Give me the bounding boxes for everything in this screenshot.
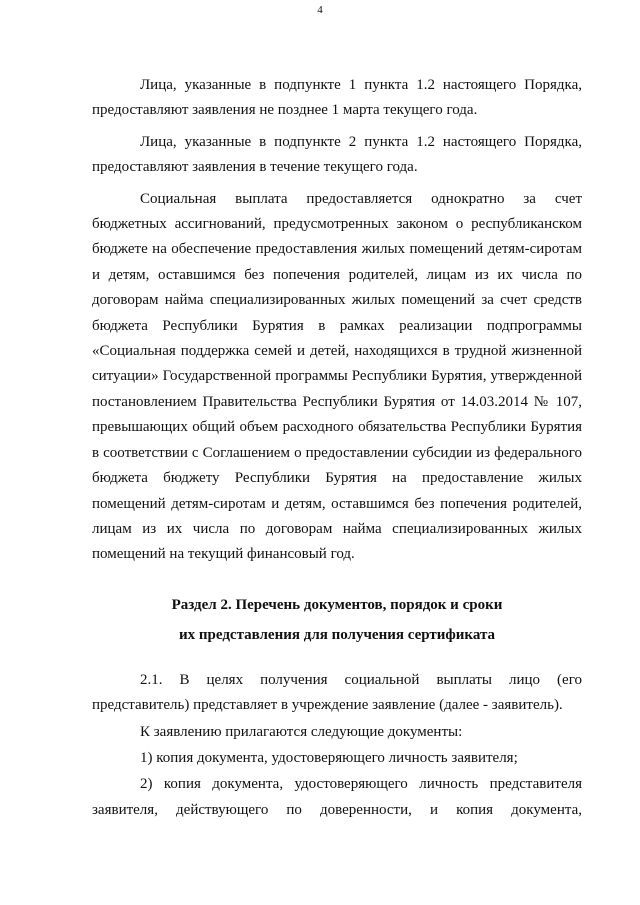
page-number: 4 bbox=[317, 4, 323, 16]
list-item-2-representative-copy: 2) копия документа, удостоверяющего личность представителя заявителя, действующего по доверенности, и копия документа, bbox=[92, 776, 582, 818]
section-heading-line-1: Раздел 2. Перечень документов, порядок и сроки bbox=[171, 596, 503, 613]
paragraph-social-payment-funding: Социальная выплата предоставляется однократно за счет бюджетных ассигнований, предусмотренных законом о республиканском бюджете на обеспечение предоставления жилых помещений детям-сиротам и детям, оставшимся без попечения родителей, лицам из их числа по договорам найма специализированных жилых помещений за счет средств бюджета Республики Бурятия в рамках реализации подпрограммы «Социальная поддержка семей и детей, находящихся в трудной жизненной ситуации» Государственной программы Республики Бурятия, утвержденной постановлением Правительства Республики Бурятия от 14.03.2014 № 107, превышающих общий объем расходного обязательства Республики Бурятия в соответствии с Соглашением о предоставлении субсидии из федерального бюджета бюджету Республики Бурятия на предоставление жилых помещений детям-сиротам и детям, оставшимся без попечения родителей, лицам из их числа по договорам найма специализированных жилых помещений на текущий финансовый год. bbox=[92, 190, 582, 563]
paragraph-documents-intro: К заявлению прилагаются следующие документы: bbox=[140, 723, 463, 740]
paragraph-2-1-application: 2.1. В целях получения социальной выплаты лицо (его представитель) представляет в учреждение заявление (далее - заявитель). bbox=[92, 671, 582, 714]
document-body bbox=[92, 73, 582, 824]
section-heading bbox=[92, 590, 582, 650]
section-heading-line-2: их представления для получения сертификата bbox=[178, 626, 495, 643]
paragraph-deadline-subpoint-2: Лица, указанные в подпункте 2 пункта 1.2 настоящего Порядка, предоставляют заявления в течение текущего года. bbox=[92, 133, 582, 176]
paragraph-deadline-subpoint-1: Лица, указанные в подпункте 1 пункта 1.2 настоящего Порядка, предоставляют заявления не позднее 1 марта текущего года. bbox=[92, 77, 582, 119]
list-item-1-identity-copy: 1) копия документа, удостоверяющего личность заявителя; bbox=[140, 749, 518, 766]
